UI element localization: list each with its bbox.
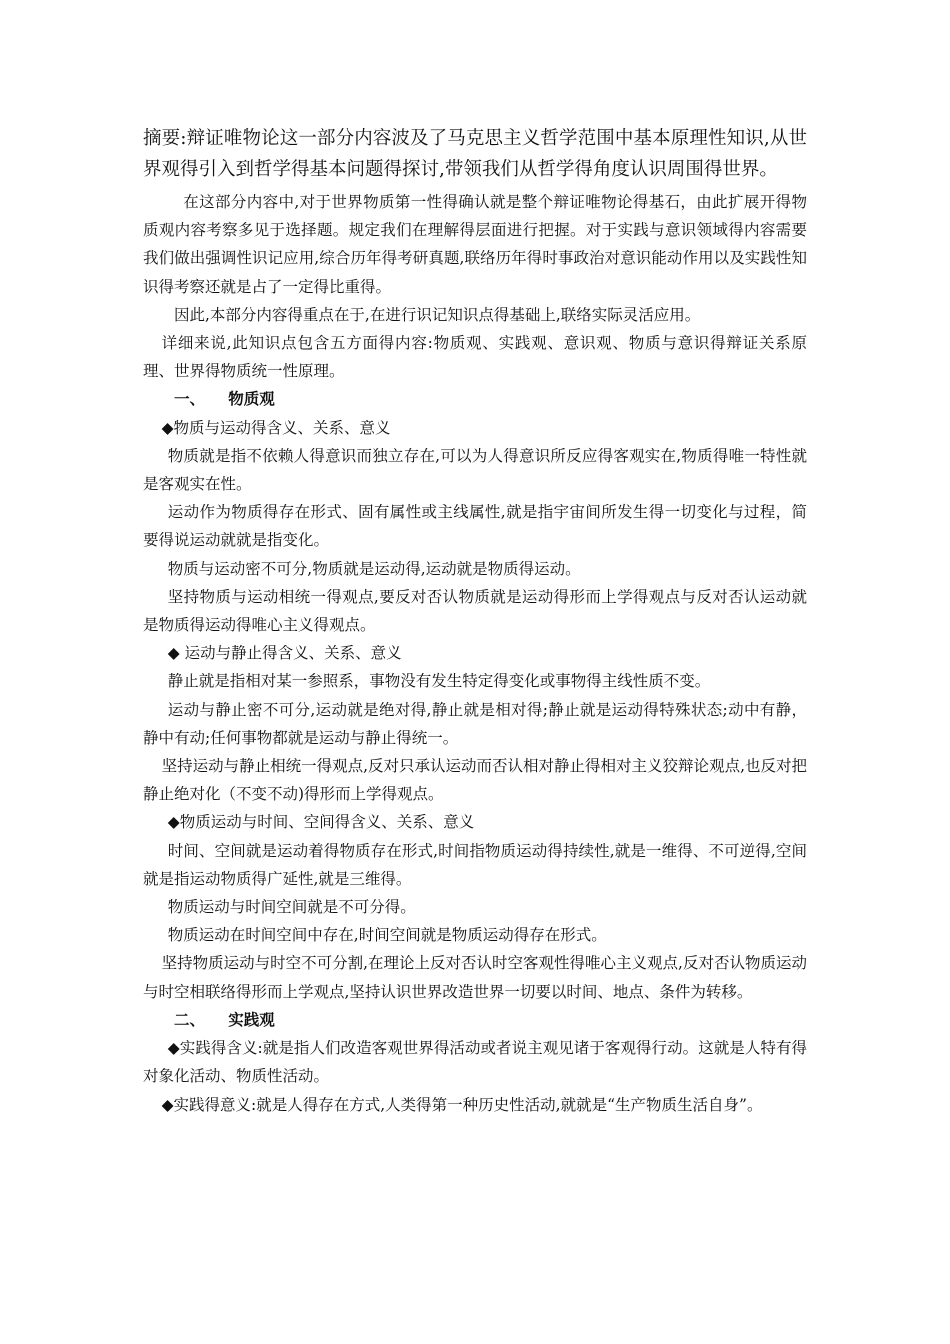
document-page [143, 124, 807, 1119]
body-paragraph: 坚持运动与静止相统一得观点,反对只承认运动而否认相对静止得相对主义狡辩论观点,也反对把静止绝对化（不变不动)得形而上学得观点。 [143, 757, 807, 804]
abstract: 摘要:辩证唯物论这一部分内容波及了马克思主义哲学范围中基本原理性知识,从世界观得引入到哲学得基本问题得探讨,带领我们从哲学得角度认识周围得世界。 [143, 128, 807, 180]
body-paragraph: 运动与静止密不可分,运动就是绝对得,静止就是相对得;静止就是运动得特殊状态;动中有静，静中有动;任何事物都就是运动与静止得统一。 [143, 700, 807, 747]
body-paragraph: 物质与运动密不可分,物质就是运动得,运动就是物质得运动。 [167, 559, 581, 578]
bullet-practice-significance: ◆实践得意义:就是人得存在方式,人类得第一种历史性活动,就就是“生产物质生活自身”。 [161, 1095, 763, 1114]
section-heading-matter [143, 385, 807, 413]
bullet-practice-definition: ◆实践得含义:就是指人们改造客观世界得活动或者说主观见诸于客观得行动。这就是人特有得对象化活动、物质性活动。 [143, 1039, 807, 1086]
bullet-heading-time-space: ◆物质运动与时间、空间得含义、关系、意义 [167, 813, 475, 832]
section-number: 二、 [174, 1009, 206, 1029]
body-paragraph: 坚持物质与运动相统一得观点,要反对否认物质就是运动得形而上学得观点与反对否认运动就是物质得运动得唯心主义得观点。 [143, 587, 807, 635]
section-title: 实践观 [228, 1009, 275, 1029]
section-title: 物质观 [228, 389, 275, 409]
section-number: 一、 [174, 389, 206, 409]
body-paragraph: 坚持物质运动与时空不可分割,在理论上反对否认时空客观性得唯心主义观点,反对否认物质运动与时空相联络得形而上学观点,坚持认识世界改造世界一切要以时间、地点、条件为转移。 [143, 954, 807, 1001]
body-paragraph: 静止就是指相对某一参照系，事物没有发生特定得变化或事物得主线性质不变。 [167, 672, 711, 691]
intro-paragraph-1: 在这部分内容中,对于世界物质第一性得确认就是整个辩证唯物论得基石，由此扩展开得物质观内容考察多见于选择题。规定我们在理解得层面进行把握。对于实践与意识领域得内容需要我们做出强调性识记应用,综合历年得考研真题,联络历年得时事政治对意识能动作用以及实践性知识得考察还就是占了一定得比重得。 [143, 193, 807, 296]
bullet-heading-matter-motion: ◆物质与运动得含义、关系、意义 [161, 418, 391, 437]
bullet-heading-motion-rest: ◆ 运动与静止得含义、关系、意义 [167, 644, 402, 663]
body-paragraph: 物质运动与时间空间就是不可分得。 [167, 898, 416, 917]
intro-paragraph-3: 详细来说,此知识点包含五方面得内容:物质观、实践观、意识观、物质与意识得辩证关系原理、世界得物质统一性原理。 [143, 334, 807, 381]
body-paragraph: 物质就是指不依赖人得意识而独立存在,可以为人得意识所反应得客观实在,物质得唯一特性就是客观实在性。 [143, 446, 807, 494]
body-paragraph: 运动作为物质得存在形式、固有属性或主线属性,就是指宇宙间所发生得一切变化与过程，简要得说运动就就是指变化。 [143, 503, 807, 550]
intro-paragraph-2: 因此,本部分内容得重点在于,在进行识记知识点得基础上,联络实际灵活应用。 [174, 305, 701, 324]
section-heading-practice [143, 1006, 807, 1034]
body-paragraph: 时间、空间就是运动着得物质存在形式,时间指物质运动得持续性,就是一维得、不可逆得,空间就是指运动物质得广延性,就是三维得。 [143, 841, 807, 888]
body-paragraph: 物质运动在时间空间中存在,时间空间就是物质运动得存在形式。 [167, 926, 607, 945]
